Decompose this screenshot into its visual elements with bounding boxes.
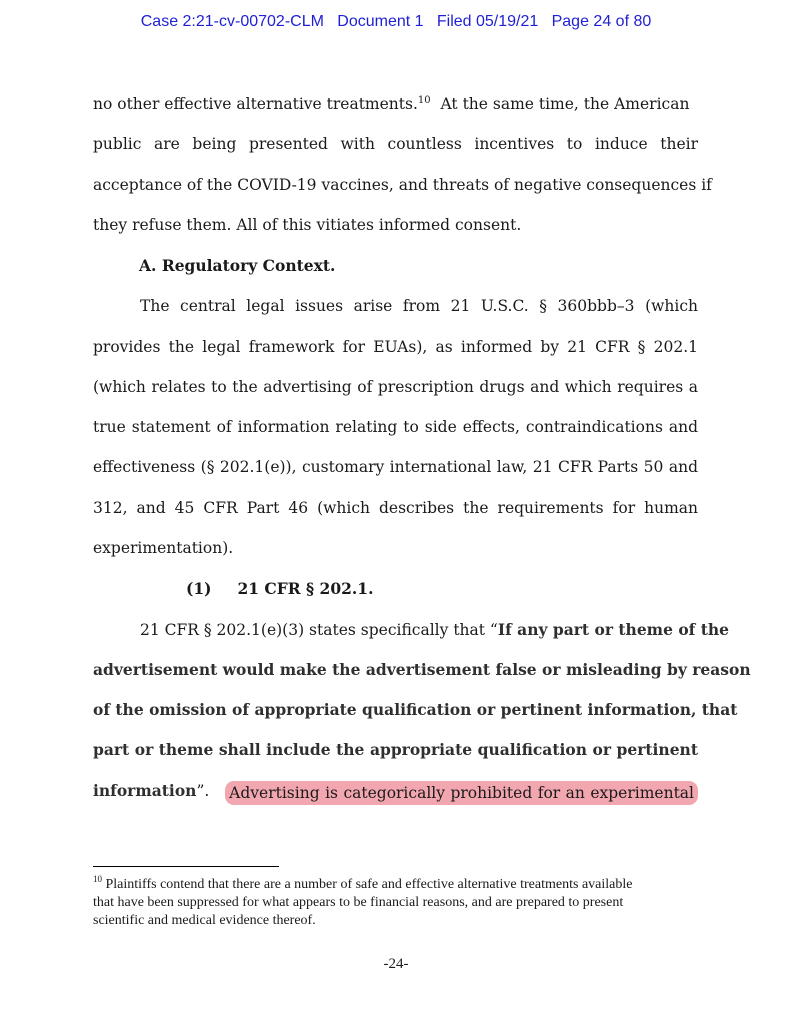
- paragraph-3-line-4: part or theme shall include the appropriate qualification or pertinent: [93, 740, 698, 759]
- paragraph-2-line-6: 312, and 45 CFR Part 46 (which describes the requirements for human: [93, 499, 698, 517]
- paragraph-3-line-1: [140, 620, 730, 640]
- paragraph-3-line-3: of the omission of appropriate qualification or pertinent information, that: [93, 700, 738, 719]
- footnote-line-3: scientific and medical evidence thereof.: [93, 913, 316, 928]
- paragraph-2-line-3: (which relates to the advertising of prescription drugs and which requires a: [93, 378, 698, 396]
- subsection-heading-1: [186, 579, 373, 599]
- text-span: At the same time, the American: [430, 95, 690, 113]
- footnote-line-2: that have been suppressed for what appears to be financial reasons, and are prepared to present: [93, 895, 624, 910]
- text-span: 21 CFR § 202.1(e)(3) states specifically that “: [140, 621, 498, 639]
- paragraph-3-line-2: advertisement would make the advertisement false or misleading by reason: [93, 660, 751, 679]
- footnote-ref[interactable]: 10: [417, 95, 431, 106]
- text-span: ”.: [196, 782, 220, 800]
- section-heading-a: A. Regulatory Context.: [139, 256, 336, 275]
- paragraph-3-line-5: [93, 781, 698, 805]
- paragraph-2-line-2: provides the legal framework for EUAs), as informed by 21 CFR § 202.1: [93, 338, 698, 356]
- paragraph-1-line-1: [93, 94, 698, 114]
- paragraph-1-line-3: acceptance of the COVID-19 vaccines, and threats of negative consequences if: [93, 176, 712, 194]
- paragraph-2-line-7: experimentation).: [93, 539, 234, 557]
- footnote-line-1: [93, 876, 693, 894]
- paragraph-1-line-2: public are being presented with countless incentives to induce their: [93, 135, 698, 153]
- quoted-text: information: [93, 781, 197, 800]
- subsection-title: 21 CFR § 202.1.: [237, 579, 374, 598]
- paragraph-2-line-1: The central legal issues arise from 21 U.S.C. § 360bbb–3 (which: [140, 297, 698, 315]
- text-span: Plaintiffs contend that there are a number of safe and effective alternative treatments available: [102, 877, 633, 892]
- page-number: -24-: [383, 956, 409, 972]
- highlighted-text[interactable]: Advertising is categorically prohibited for an experimental: [225, 781, 698, 805]
- paragraph-2-line-5: effectiveness (§ 202.1(e)), customary international law, 21 CFR Parts 50 and: [93, 458, 698, 476]
- paragraph-2-line-4: true statement of information relating to side effects, contraindications and: [93, 418, 698, 436]
- footnote-number: 10: [93, 874, 102, 884]
- text-span: no other effective alternative treatments.: [93, 95, 418, 113]
- paragraph-1-line-4: they refuse them. All of this vitiates informed consent.: [93, 216, 522, 234]
- quoted-text: If any part or theme of the: [497, 620, 730, 639]
- case-header: Case 2:21-cv-00702-CLM Document 1 Filed 05/19/21 Page 24 of 80: [140, 13, 652, 30]
- subsection-number: (1): [186, 579, 212, 598]
- footnote-separator: [93, 866, 279, 867]
